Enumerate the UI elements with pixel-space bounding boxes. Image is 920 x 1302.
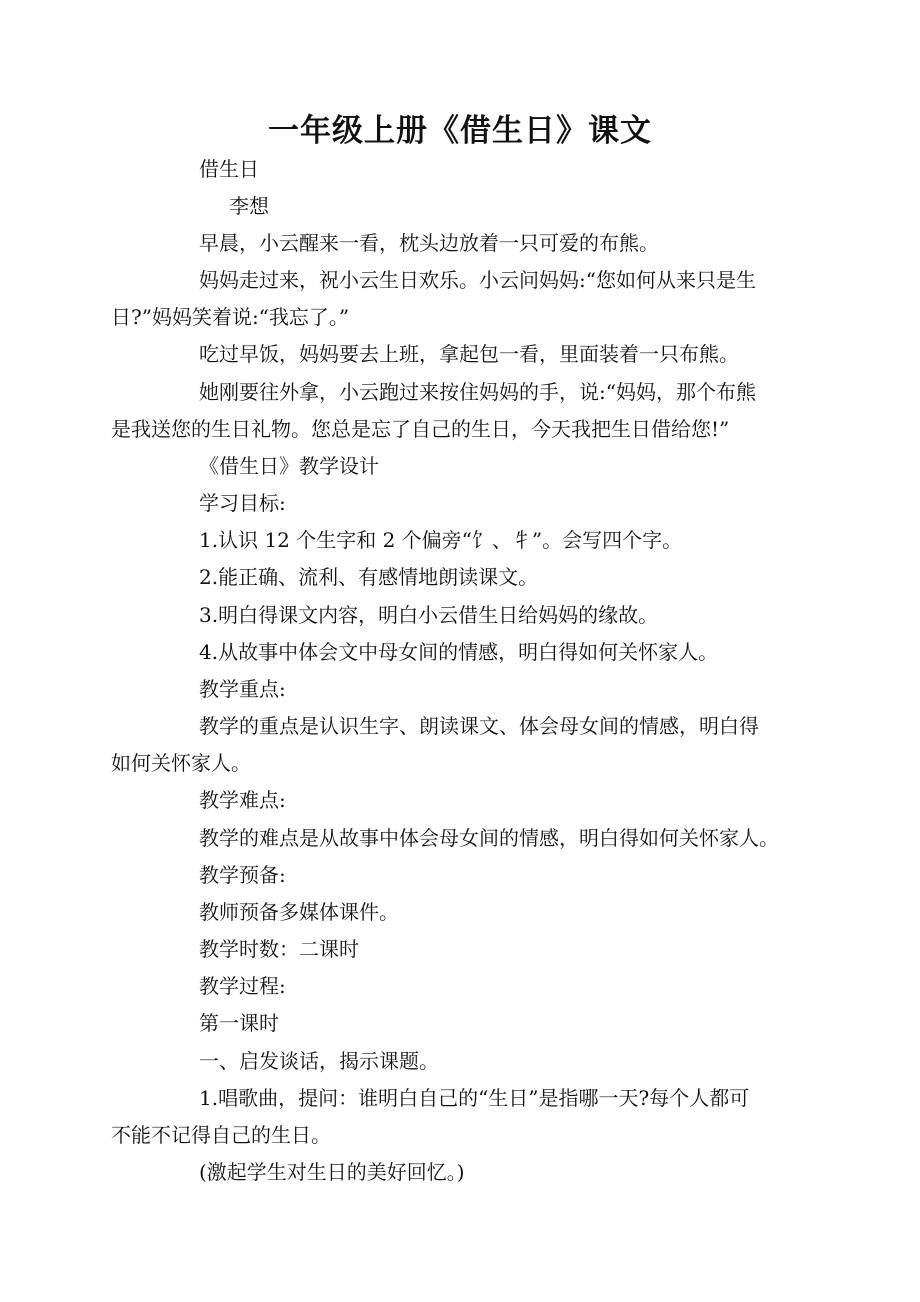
section-heading: 《借生日》教学设计 <box>199 454 379 478</box>
section-heading: 教学重点: <box>199 677 286 701</box>
lesson-title: 借生日 <box>199 157 259 181</box>
author: 李想 <box>229 194 269 218</box>
list-item: 3.明白得课文内容，明白小云借生日给妈妈的缘故。 <box>199 603 659 627</box>
section-heading: 学习目标: <box>199 491 286 515</box>
paragraph-line: 早晨，小云醒来一看，枕头边放着一只可爱的布熊。 <box>199 231 659 255</box>
section-heading: 教学难点: <box>199 788 286 812</box>
paragraph-line: 教学的重点是认识生字、朗读课文、体会母女间的情感，明白得 <box>199 714 759 738</box>
section-heading: 教学预备: <box>199 863 286 887</box>
section-heading: 教学过程: <box>199 974 286 998</box>
document-title: 一年级上册《借生日》课文 <box>268 113 652 149</box>
paragraph-line: 吃过早饭，妈妈要去上班，拿起包一看，里面装着一只布熊。 <box>199 342 739 366</box>
list-item: 4.从故事中体会文中母女间的情感，明白得如何关怀家人。 <box>199 640 719 664</box>
paragraph-line: 是我送您的生日礼物。您总是忘了自己的生日，今天我把生日借给您!” <box>111 417 730 441</box>
list-item: 1.认识 12 个生字和 2 个偏旁“饣、牜”。会写四个字。 <box>199 528 683 552</box>
list-item: 2.能正确、流利、有感情地朗读课文。 <box>199 565 539 589</box>
section-heading: 第一课时 <box>199 1011 279 1035</box>
paragraph-line: 教师预备多媒体课件。 <box>199 900 399 924</box>
paragraph-line: 她刚要往外拿，小云跑过来按住妈妈的手，说:“妈妈，那个布熊 <box>199 380 756 404</box>
paragraph-line: 日?”妈妈笑着说:“我忘了。” <box>111 305 350 329</box>
paragraph-line: 妈妈走过来，祝小云生日欢乐。小云问妈妈:“您如何从来只是生 <box>199 268 756 292</box>
paragraph-line: 不能不记得自己的生日。 <box>111 1123 331 1147</box>
paragraph-line: 教学的难点是从故事中体会母女间的情感，明白得如何关怀家人。 <box>199 826 779 850</box>
paragraph-line: (激起学生对生日的美好回忆。) <box>199 1160 465 1184</box>
paragraph-line: 1.唱歌曲，提问：谁明白自己的“生日”是指哪一天?每个人都可 <box>199 1086 750 1110</box>
paragraph-line: 如何关怀家人。 <box>111 751 251 775</box>
paragraph-line: 教学时数：二课时 <box>199 937 359 961</box>
paragraph-line: 一、启发谈话，揭示课题。 <box>199 1049 439 1073</box>
